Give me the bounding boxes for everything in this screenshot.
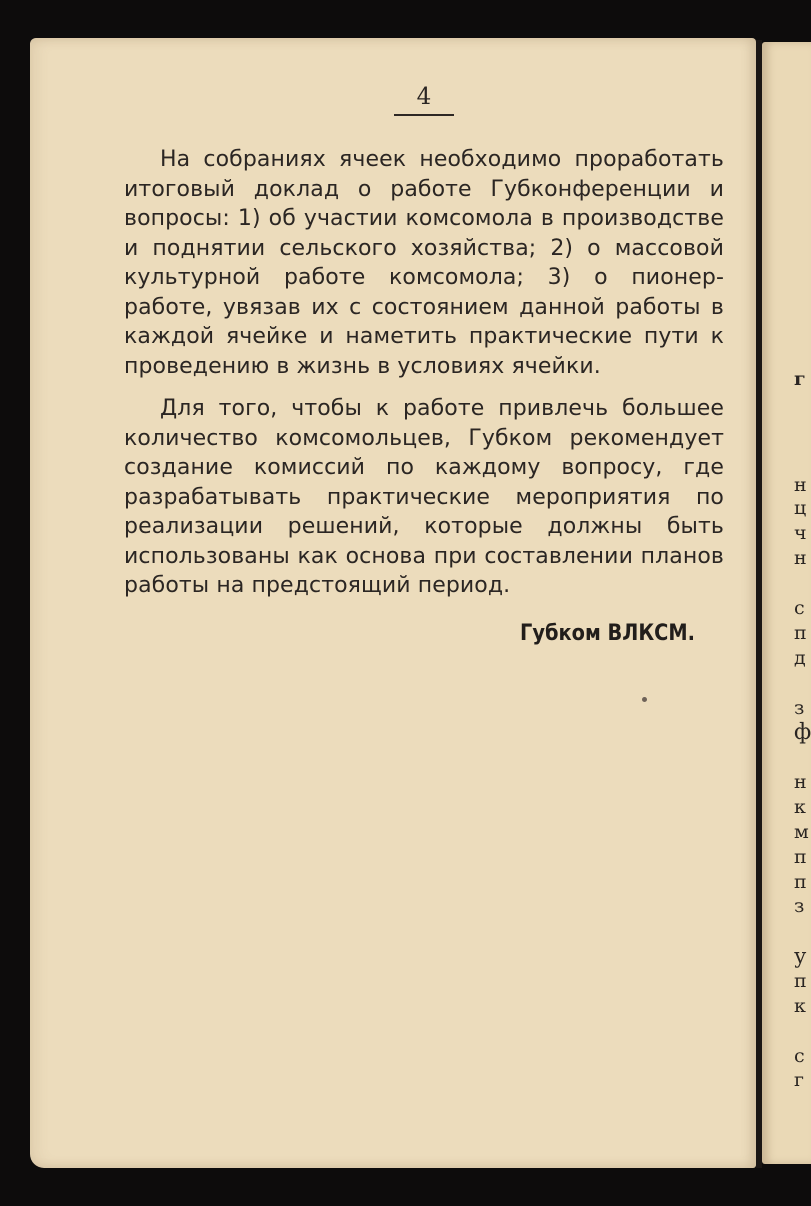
facing-letter: з bbox=[794, 697, 805, 719]
facing-letter: п bbox=[794, 622, 807, 644]
facing-letter: с bbox=[794, 1045, 805, 1067]
facing-letter: п bbox=[794, 871, 807, 893]
facing-letter: ч bbox=[794, 522, 807, 544]
facing-letter: к bbox=[794, 796, 806, 818]
facing-letter: п bbox=[794, 970, 807, 992]
facing-letter: н bbox=[794, 547, 807, 569]
facing-letter: м bbox=[794, 821, 809, 843]
facing-letter: с bbox=[794, 597, 805, 619]
facing-letter: г bbox=[794, 368, 806, 390]
facing-letter: к bbox=[794, 995, 806, 1017]
facing-letter: ц bbox=[794, 497, 807, 519]
facing-letter: г bbox=[794, 1069, 804, 1091]
paper-speck bbox=[642, 697, 647, 702]
paragraph-2: Для того, чтобы к работе привлечь большее количество комсомольцев, Губком рекомендует создание комиссий по каждому вопросу, где разрабатывать практические мероприятия по реализации решений, которые должны быть использованы как основа при составлении планов работы на предстоящий период. bbox=[124, 396, 724, 598]
facing-page-text-fragments bbox=[790, 0, 811, 1206]
facing-letter: н bbox=[794, 474, 807, 496]
page-number-rule bbox=[394, 114, 454, 116]
paragraph-1: На собраниях ячеек необходимо проработать итоговый доклад о работе Губконференции и вопросы: 1) об участии комсомола в производстве и поднятии сельского хозяйства; 2) о массовой культурной работе комсомола; 3) о пионер-работе, увязав их с состоянием данной работы в каждой ячейке и наметить практические пути к проведению в жизнь в условиях ячейки. bbox=[124, 147, 724, 379]
facing-letter: н bbox=[794, 771, 807, 793]
signature: Губком ВЛКСМ. bbox=[520, 621, 695, 646]
facing-letter: п bbox=[794, 846, 807, 868]
facing-letter: д bbox=[794, 647, 806, 669]
facing-letter: ф bbox=[794, 720, 811, 745]
facing-letter: з bbox=[794, 895, 805, 917]
page-number: 4 bbox=[416, 84, 432, 110]
facing-letter: у bbox=[794, 944, 807, 968]
